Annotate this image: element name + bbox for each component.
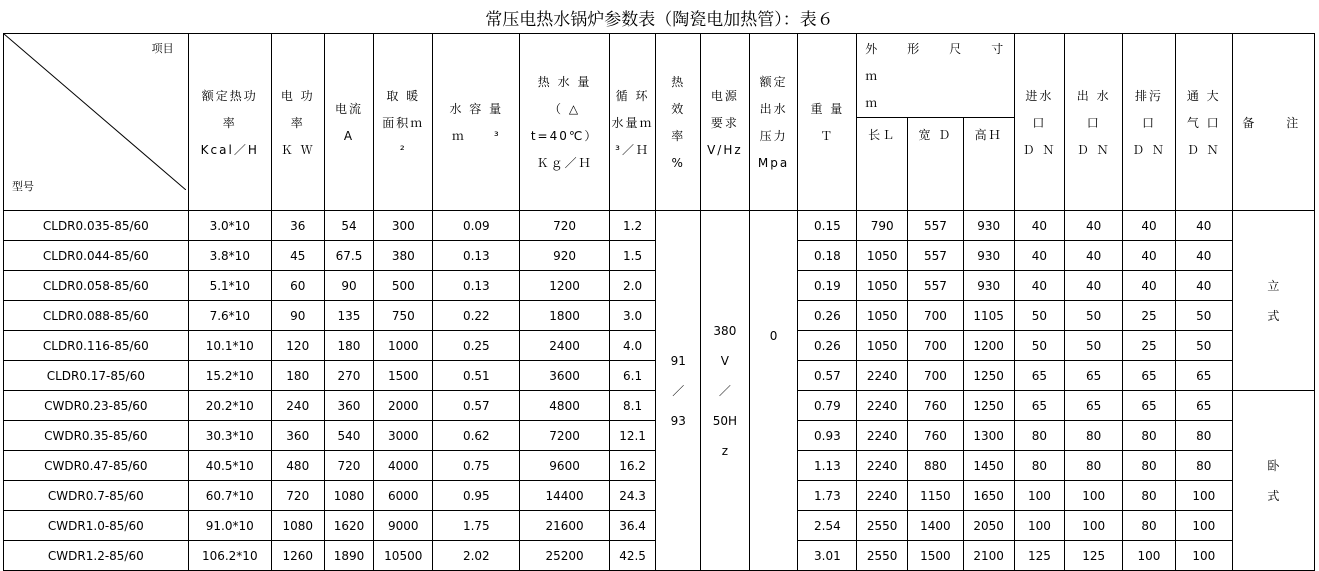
diagonal-line (4, 34, 186, 190)
cell-kcal: 30.3*10 (188, 421, 271, 451)
cell-amp: 1080 (324, 481, 374, 511)
cell-area: 300 (374, 211, 433, 241)
cell-circ: 6.1 (609, 361, 656, 391)
header-power-supply: 电源 要求 V/Hz (701, 34, 750, 211)
cell-area: 1500 (374, 361, 433, 391)
cell-weight: 0.57 (798, 361, 857, 391)
cell-h: 930 (963, 271, 1014, 301)
header-vent: 通 大 气 口 Ｄ Ｎ (1175, 34, 1232, 211)
cell-d: 760 (908, 421, 964, 451)
cell-l: 2240 (857, 481, 908, 511)
cell-h: 2100 (963, 541, 1014, 571)
cell-kcal: 5.1*10 (188, 271, 271, 301)
cell-pressure: 0 (749, 211, 798, 571)
header-dimensions: 外 形 尺 寸 ｍ ｍ (857, 34, 1014, 118)
cell-h: 1300 (963, 421, 1014, 451)
cell-d: 1150 (908, 481, 964, 511)
cell-l: 2240 (857, 451, 908, 481)
cell-amp: 180 (324, 331, 374, 361)
cell-h: 1250 (963, 391, 1014, 421)
cell-kw: 36 (271, 211, 324, 241)
cell-l: 1050 (857, 331, 908, 361)
cell-circ: 24.3 (609, 481, 656, 511)
cell-inlet: 50 (1014, 301, 1065, 331)
header-water-volume: 水 容 量 ｍ ³ (433, 34, 520, 211)
cell-weight: 0.26 (798, 331, 857, 361)
cell-vent: 100 (1175, 541, 1232, 571)
cell-hot: 1200 (520, 271, 609, 301)
cell-model: CLDR0.116-85/60 (4, 331, 189, 361)
cell-model: CLDR0.17-85/60 (4, 361, 189, 391)
cell-drain: 40 (1123, 211, 1176, 241)
cell-drain: 80 (1123, 451, 1176, 481)
cell-circ: 8.1 (609, 391, 656, 421)
header-power: 电 功 率 Ｋ Ｗ (271, 34, 324, 211)
cell-inlet: 40 (1014, 271, 1065, 301)
cell-h: 930 (963, 241, 1014, 271)
cell-kcal: 40.5*10 (188, 451, 271, 481)
cell-hot: 9600 (520, 451, 609, 481)
cell-outlet: 100 (1065, 481, 1123, 511)
table-body (4, 211, 1315, 571)
cell-circ: 1.5 (609, 241, 656, 271)
cell-model: CWDR0.7-85/60 (4, 481, 189, 511)
cell-inlet: 100 (1014, 481, 1065, 511)
cell-hot: 2400 (520, 331, 609, 361)
cell-l: 790 (857, 211, 908, 241)
cell-drain: 80 (1123, 481, 1176, 511)
cell-h: 1200 (963, 331, 1014, 361)
header-current: 电流 A (324, 34, 374, 211)
type-vertical: 立 式 (1232, 211, 1314, 391)
cell-hot: 14400 (520, 481, 609, 511)
cell-power-supply: 380 V ／ 50H z (701, 211, 750, 571)
cell-outlet: 125 (1065, 541, 1123, 571)
corner-item-label: 项目 (151, 42, 174, 55)
boiler-spec-table (3, 33, 1315, 571)
cell-l: 2550 (857, 541, 908, 571)
header-width: 宽 Ｄ (908, 118, 964, 211)
cell-weight: 0.18 (798, 241, 857, 271)
cell-water: 0.62 (433, 421, 520, 451)
corner-header (4, 34, 189, 211)
cell-drain: 65 (1123, 391, 1176, 421)
cell-amp: 90 (324, 271, 374, 301)
cell-amp: 720 (324, 451, 374, 481)
cell-drain: 40 (1123, 271, 1176, 301)
cell-inlet: 80 (1014, 451, 1065, 481)
cell-kcal: 10.1*10 (188, 331, 271, 361)
cell-l: 1050 (857, 301, 908, 331)
header-rated-heat: 额定热功 率 Kcal／H (188, 34, 271, 211)
cell-weight: 0.93 (798, 421, 857, 451)
cell-water: 0.25 (433, 331, 520, 361)
cell-model: CLDR0.088-85/60 (4, 301, 189, 331)
cell-vent: 40 (1175, 211, 1232, 241)
cell-vent: 65 (1175, 391, 1232, 421)
header-remark: 备 注 (1232, 34, 1314, 211)
cell-d: 557 (908, 211, 964, 241)
cell-kw: 90 (271, 301, 324, 331)
header-inlet: 进水 口 Ｄ Ｎ (1014, 34, 1065, 211)
cell-kw: 720 (271, 481, 324, 511)
cell-kw: 240 (271, 391, 324, 421)
cell-amp: 67.5 (324, 241, 374, 271)
cell-kcal: 91.0*10 (188, 511, 271, 541)
cell-kcal: 3.8*10 (188, 241, 271, 271)
cell-area: 6000 (374, 481, 433, 511)
cell-h: 1450 (963, 451, 1014, 481)
cell-hot: 25200 (520, 541, 609, 571)
cell-circ: 16.2 (609, 451, 656, 481)
cell-amp: 1890 (324, 541, 374, 571)
cell-kcal: 7.6*10 (188, 301, 271, 331)
cell-vent: 40 (1175, 271, 1232, 301)
cell-weight: 2.54 (798, 511, 857, 541)
cell-kcal: 60.7*10 (188, 481, 271, 511)
cell-water: 0.95 (433, 481, 520, 511)
cell-area: 750 (374, 301, 433, 331)
cell-model: CWDR0.35-85/60 (4, 421, 189, 451)
cell-area: 380 (374, 241, 433, 271)
cell-weight: 1.73 (798, 481, 857, 511)
cell-d: 557 (908, 271, 964, 301)
cell-water: 0.13 (433, 271, 520, 301)
cell-outlet: 40 (1065, 271, 1123, 301)
cell-h: 930 (963, 211, 1014, 241)
cell-outlet: 40 (1065, 211, 1123, 241)
cell-inlet: 125 (1014, 541, 1065, 571)
header-length: 长Ｌ (857, 118, 908, 211)
type-horizontal: 卧 式 (1232, 391, 1314, 571)
header-height: 高Ｈ (963, 118, 1014, 211)
cell-area: 1000 (374, 331, 433, 361)
cell-vent: 65 (1175, 361, 1232, 391)
cell-l: 2550 (857, 511, 908, 541)
cell-d: 760 (908, 391, 964, 421)
cell-d: 1500 (908, 541, 964, 571)
cell-vent: 100 (1175, 511, 1232, 541)
cell-water: 0.57 (433, 391, 520, 421)
cell-outlet: 65 (1065, 391, 1123, 421)
cell-circ: 42.5 (609, 541, 656, 571)
cell-weight: 0.79 (798, 391, 857, 421)
cell-circ: 36.4 (609, 511, 656, 541)
cell-amp: 540 (324, 421, 374, 451)
cell-model: CWDR1.0-85/60 (4, 511, 189, 541)
cell-outlet: 80 (1065, 451, 1123, 481)
cell-hot: 7200 (520, 421, 609, 451)
cell-l: 1050 (857, 271, 908, 301)
cell-vent: 50 (1175, 301, 1232, 331)
cell-area: 4000 (374, 451, 433, 481)
cell-model: CLDR0.035-85/60 (4, 211, 189, 241)
cell-amp: 135 (324, 301, 374, 331)
cell-kcal: 3.0*10 (188, 211, 271, 241)
cell-outlet: 65 (1065, 361, 1123, 391)
cell-hot: 4800 (520, 391, 609, 421)
cell-amp: 1620 (324, 511, 374, 541)
cell-hot: 920 (520, 241, 609, 271)
cell-h: 1650 (963, 481, 1014, 511)
cell-area: 10500 (374, 541, 433, 571)
cell-inlet: 100 (1014, 511, 1065, 541)
cell-kw: 45 (271, 241, 324, 271)
cell-model: CWDR0.23-85/60 (4, 391, 189, 421)
cell-amp: 270 (324, 361, 374, 391)
cell-l: 2240 (857, 391, 908, 421)
cell-kw: 180 (271, 361, 324, 391)
table-row (4, 211, 1315, 241)
cell-kw: 60 (271, 271, 324, 301)
cell-weight: 0.19 (798, 271, 857, 301)
cell-outlet: 80 (1065, 421, 1123, 451)
cell-water: 0.13 (433, 241, 520, 271)
header-weight: 重 量 Ｔ (798, 34, 857, 211)
cell-kw: 1260 (271, 541, 324, 571)
cell-d: 700 (908, 301, 964, 331)
cell-hot: 21600 (520, 511, 609, 541)
header-circulation: 循 环 水量ｍ ³／Ｈ (609, 34, 656, 211)
cell-h: 2050 (963, 511, 1014, 541)
cell-circ: 12.1 (609, 421, 656, 451)
cell-weight: 0.15 (798, 211, 857, 241)
cell-l: 2240 (857, 361, 908, 391)
cell-model: CWDR1.2-85/60 (4, 541, 189, 571)
cell-area: 2000 (374, 391, 433, 421)
cell-drain: 40 (1123, 241, 1176, 271)
cell-outlet: 50 (1065, 331, 1123, 361)
cell-water: 2.02 (433, 541, 520, 571)
cell-water: 0.22 (433, 301, 520, 331)
cell-drain: 100 (1123, 541, 1176, 571)
cell-area: 9000 (374, 511, 433, 541)
cell-d: 880 (908, 451, 964, 481)
cell-l: 1050 (857, 241, 908, 271)
cell-water: 0.51 (433, 361, 520, 391)
cell-model: CLDR0.058-85/60 (4, 271, 189, 301)
cell-outlet: 100 (1065, 511, 1123, 541)
table-title: 常压电热水锅炉参数表（陶瓷电加热管）：表６ (485, 10, 834, 30)
cell-hot: 720 (520, 211, 609, 241)
cell-h: 1105 (963, 301, 1014, 331)
cell-kcal: 15.2*10 (188, 361, 271, 391)
cell-circ: 2.0 (609, 271, 656, 301)
cell-hot: 3600 (520, 361, 609, 391)
cell-water: 1.75 (433, 511, 520, 541)
cell-amp: 54 (324, 211, 374, 241)
cell-drain: 65 (1123, 361, 1176, 391)
cell-drain: 80 (1123, 511, 1176, 541)
header-heating-area: 取 暖 面积ｍ ² (374, 34, 433, 211)
header-hot-water: 热 水 量 （ △ t=40℃） Ｋｇ／Ｈ (520, 34, 609, 211)
cell-drain: 25 (1123, 301, 1176, 331)
cell-d: 1400 (908, 511, 964, 541)
cell-vent: 40 (1175, 241, 1232, 271)
cell-h: 1250 (963, 361, 1014, 391)
cell-drain: 25 (1123, 331, 1176, 361)
cell-l: 2240 (857, 421, 908, 451)
corner-model-label: 型号 (12, 180, 34, 193)
header-drain: 排污 口 Ｄ Ｎ (1123, 34, 1176, 211)
cell-area: 3000 (374, 421, 433, 451)
header-efficiency: 热 效 率 % (656, 34, 701, 211)
cell-hot: 1800 (520, 301, 609, 331)
cell-weight: 3.01 (798, 541, 857, 571)
cell-kw: 360 (271, 421, 324, 451)
cell-kw: 480 (271, 451, 324, 481)
cell-kcal: 106.2*10 (188, 541, 271, 571)
cell-model: CLDR0.044-85/60 (4, 241, 189, 271)
header-pressure: 额定 出水 压力 Mpa (749, 34, 798, 211)
cell-circ: 4.0 (609, 331, 656, 361)
cell-water: 0.75 (433, 451, 520, 481)
cell-water: 0.09 (433, 211, 520, 241)
cell-kw: 1080 (271, 511, 324, 541)
cell-inlet: 65 (1014, 361, 1065, 391)
cell-vent: 80 (1175, 421, 1232, 451)
cell-vent: 100 (1175, 481, 1232, 511)
cell-outlet: 50 (1065, 301, 1123, 331)
header-outlet: 出 水 口 Ｄ Ｎ (1065, 34, 1123, 211)
cell-weight: 0.26 (798, 301, 857, 331)
cell-inlet: 50 (1014, 331, 1065, 361)
cell-kw: 120 (271, 331, 324, 361)
cell-drain: 80 (1123, 421, 1176, 451)
cell-inlet: 80 (1014, 421, 1065, 451)
cell-vent: 50 (1175, 331, 1232, 361)
cell-d: 700 (908, 331, 964, 361)
cell-model: CWDR0.47-85/60 (4, 451, 189, 481)
cell-circ: 1.2 (609, 211, 656, 241)
cell-amp: 360 (324, 391, 374, 421)
cell-d: 557 (908, 241, 964, 271)
cell-inlet: 40 (1014, 241, 1065, 271)
cell-circ: 3.0 (609, 301, 656, 331)
cell-kcal: 20.2*10 (188, 391, 271, 421)
cell-inlet: 65 (1014, 391, 1065, 421)
cell-vent: 80 (1175, 451, 1232, 481)
cell-inlet: 40 (1014, 211, 1065, 241)
cell-efficiency: 91 ／ 93 (656, 211, 701, 571)
cell-outlet: 40 (1065, 241, 1123, 271)
cell-area: 500 (374, 271, 433, 301)
cell-weight: 1.13 (798, 451, 857, 481)
cell-d: 700 (908, 361, 964, 391)
